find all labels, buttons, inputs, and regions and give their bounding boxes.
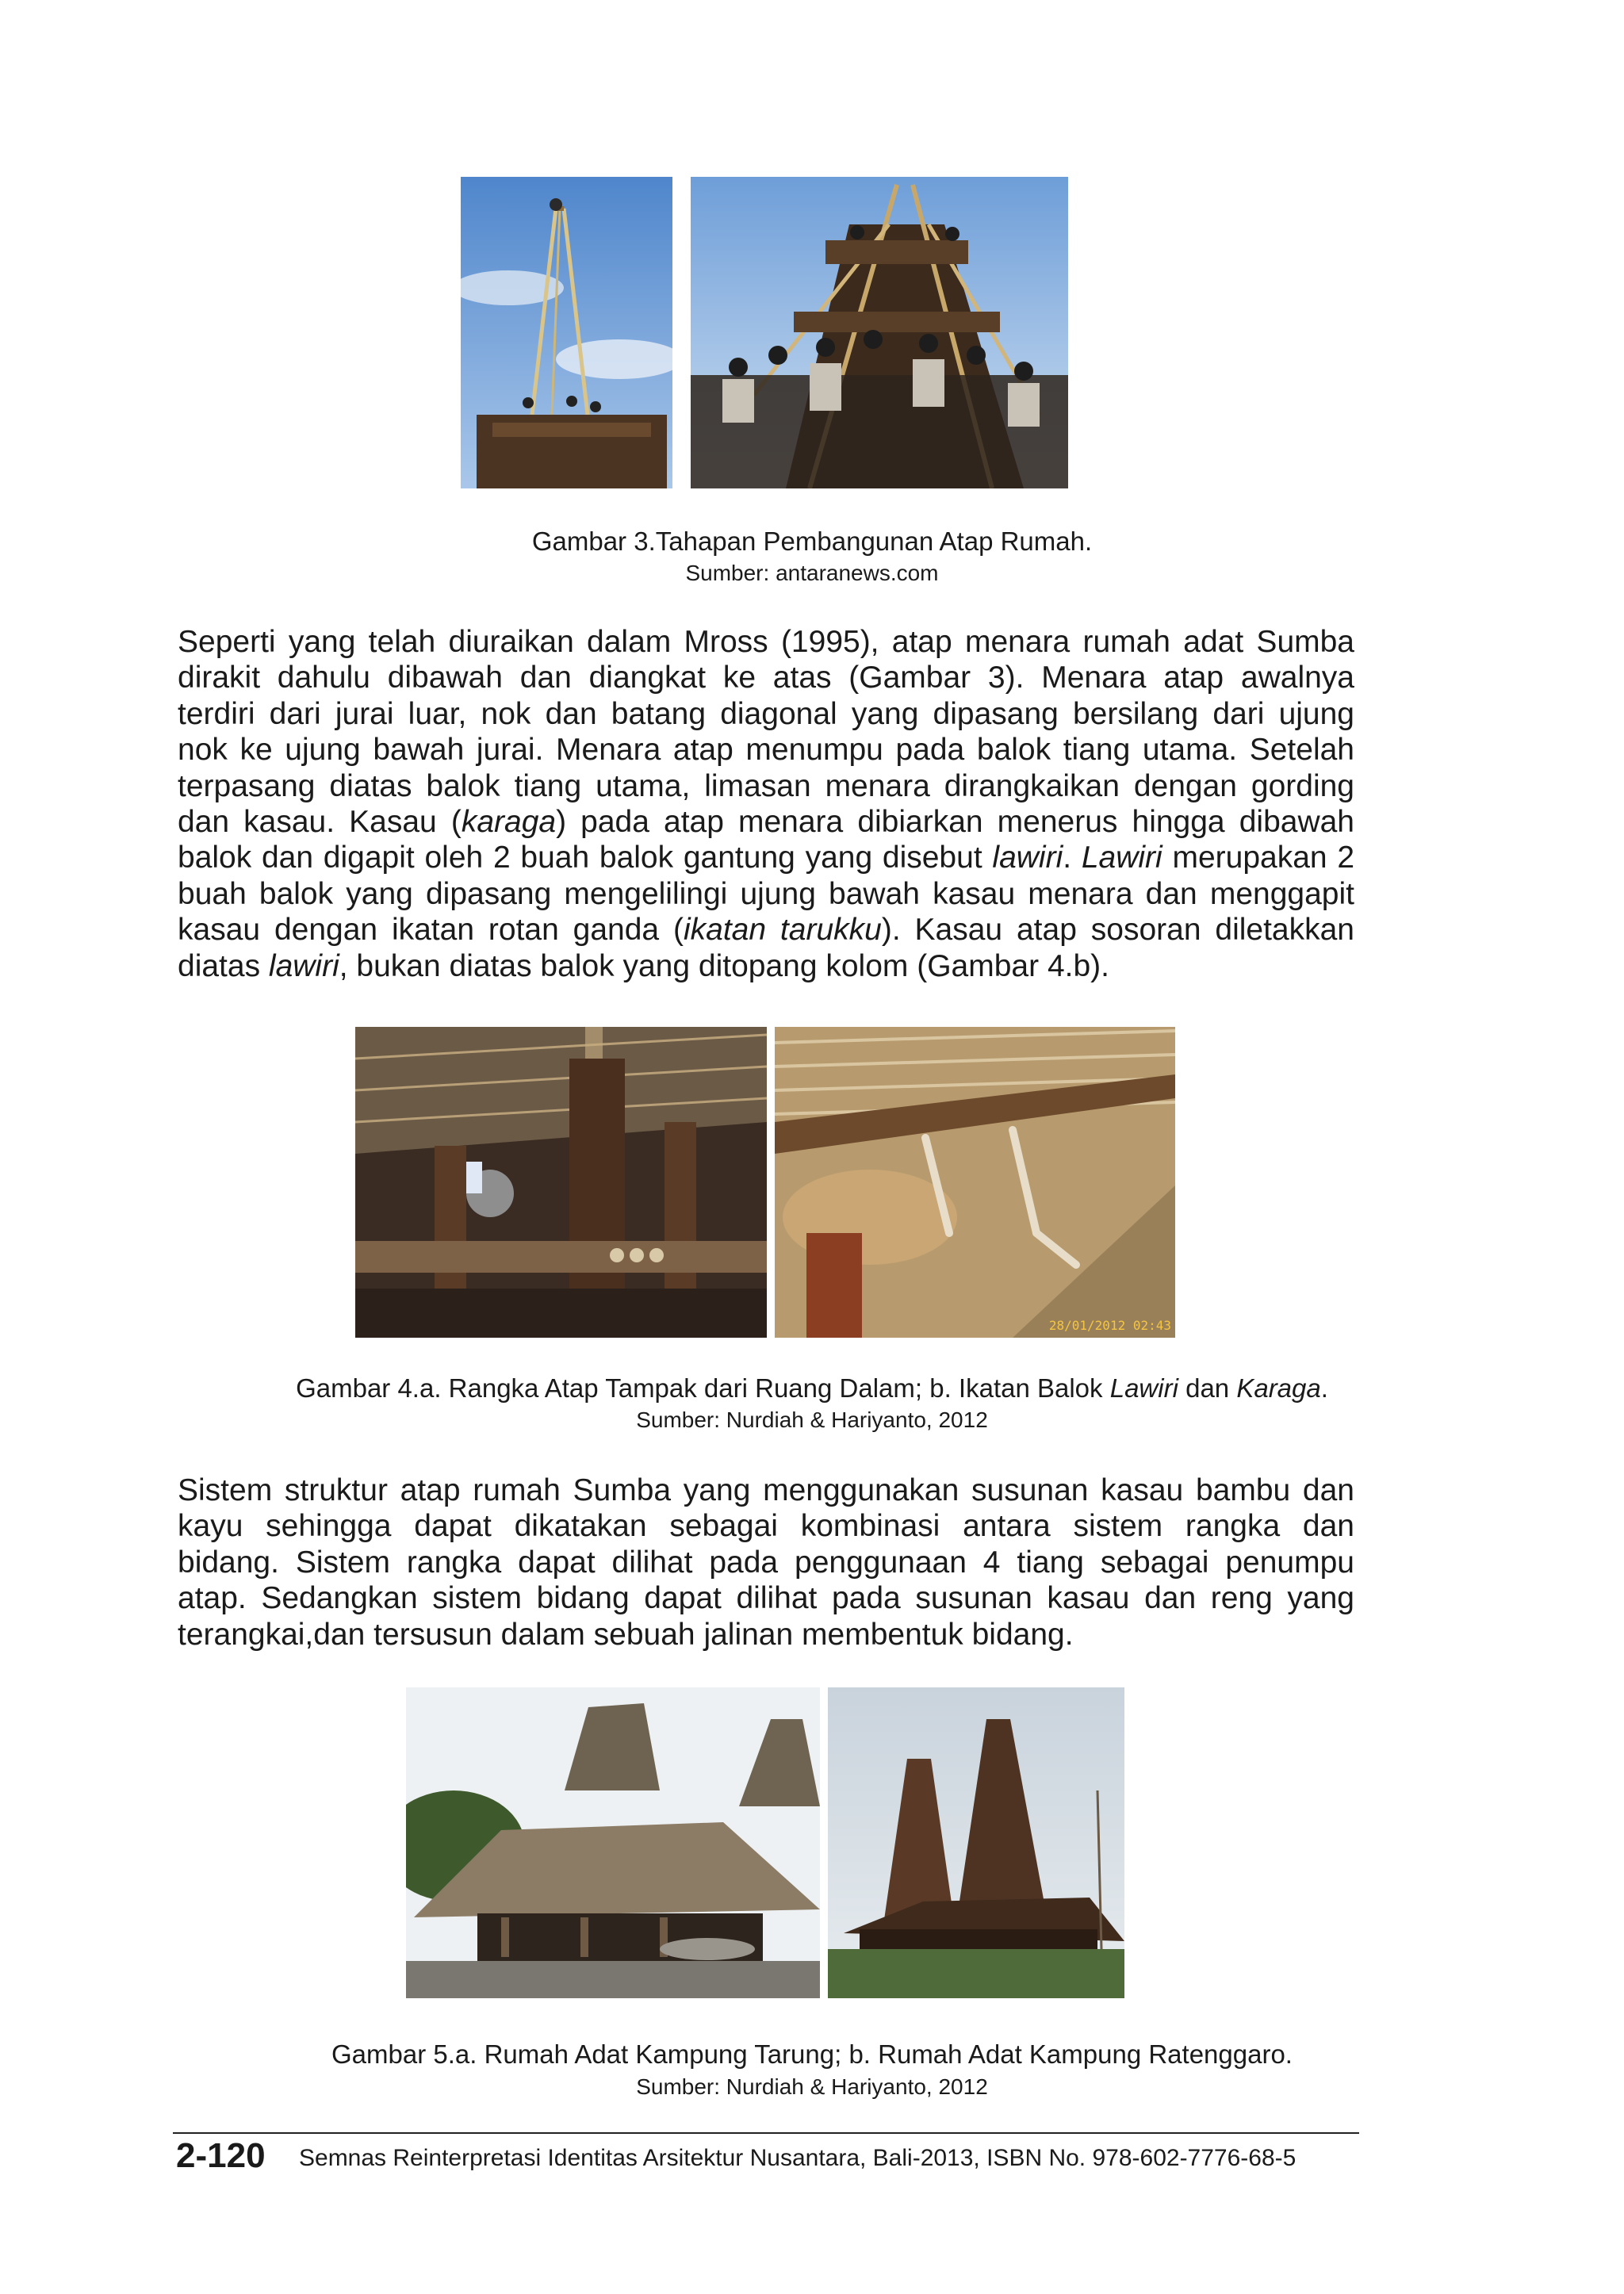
text-run: terdiri dari jurai luar, nok dan batang diagonal yang dipasang bersilang dari ujung [178, 696, 1354, 731]
paragraph-roof-assembly [178, 624, 1354, 984]
paragraph-line [178, 804, 1354, 840]
paragraph-line [178, 876, 1354, 912]
figure3-photo-a [461, 177, 672, 488]
text-run: ). Kasau atap sosoran diletakkan [881, 913, 1354, 948]
figure4-caption-lawiri: Lawiri [1109, 1373, 1178, 1403]
text-run: Seperti yang telah diuraikan dalam Mross (1995), atap menara rumah adat Sumba [178, 625, 1354, 659]
figure3-source: Sumber: antaranews.com [685, 561, 939, 585]
paragraph-line [178, 660, 1354, 695]
figure5-photo-a [406, 1687, 820, 1998]
text-run: buah balok yang dipasang mengelilingi ujung bawah kasau menara dan menggapit [178, 876, 1354, 911]
footer-conference-info: Semnas Reinterpretasi Identitas Arsitektur Nusantara, Bali-2013, ISBN No. 978-602-7776-68-5 [299, 2145, 1297, 2171]
figure4-source: Sumber: Nurdiah & Hariyanto, 2012 [636, 1407, 988, 1432]
paragraph-line [178, 624, 1354, 660]
figure4-photo-b [775, 1027, 1175, 1338]
paragraph-line [178, 732, 1354, 768]
paragraph-structure-system [178, 1473, 1354, 1653]
paragraph-line [178, 840, 1354, 875]
figure4-caption [0, 1373, 1624, 1404]
text-run: balok dan digapit oleh 2 buah balok gantung yang disebut [178, 841, 993, 875]
figure5-photo-b [828, 1687, 1124, 1998]
italic-term: karaga [461, 805, 557, 840]
italic-term: lawiri [268, 948, 339, 983]
text-run: atap. Sedangkan sistem bidang dapat dilihat pada susunan kasau dan reng yang [178, 1581, 1354, 1616]
text-run: terangkai,dan tersusun dalam sebuah jalinan membentuk bidang. [178, 1617, 1074, 1652]
text-run: . [1063, 841, 1082, 875]
text-run: Sistem struktur atap rumah Sumba yang menggunakan susunan kasau bambu dan [178, 1473, 1354, 1507]
text-run: merupakan 2 [1162, 841, 1355, 875]
paragraph-line [178, 1617, 1354, 1653]
text-run: nok ke ujung bawah jurai. Menara atap menumpu pada balok tiang utama. Setelah [178, 733, 1354, 768]
text-run: dan kasau. Kasau ( [178, 805, 462, 840]
figure4-caption-and: dan [1178, 1373, 1237, 1403]
text-run: kasau dengan ikatan rotan ganda ( [178, 913, 684, 948]
figure4-caption-main: Gambar 4.a. Rangka Atap Tampak dari Ruang Dalam; b. Ikatan Balok [296, 1373, 1110, 1403]
italic-term: lawiri [992, 841, 1063, 875]
paragraph-line [178, 1545, 1354, 1580]
figure4-caption-period: . [1320, 1373, 1328, 1403]
italic-term: ikatan tarukku [683, 913, 882, 948]
text-run: diatas [178, 948, 269, 983]
text-run: , bukan diatas balok yang ditopang kolom (Gambar 4.b). [339, 948, 1109, 983]
text-run: bidang. Sistem rangka dapat dilihat pada penggunaan 4 tiang sebagai penumpu [178, 1545, 1354, 1580]
figure5-caption: Gambar 5.a. Rumah Adat Kampung Tarung; b. Rumah Adat Kampung Ratenggaro. [331, 2039, 1293, 2069]
paragraph-line [178, 1508, 1354, 1544]
figure3-photo-b [691, 177, 1068, 488]
paragraph-line [178, 912, 1354, 948]
figure5-source: Sumber: Nurdiah & Hariyanto, 2012 [636, 2074, 988, 2099]
paragraph-line [178, 948, 1354, 984]
footer-rule [173, 2132, 1359, 2134]
paragraph-line [178, 1580, 1354, 1616]
figure4-caption-karaga: Karaga [1236, 1373, 1321, 1403]
paragraph-line [178, 696, 1354, 732]
page-number: 2-120 [176, 2136, 266, 2175]
text-run: terpasang diatas balok tiang utama, limasan menara dirangkaikan dengan gording [178, 768, 1354, 803]
text-run: kayu sehingga dapat dikatakan sebagai kombinasi antara sistem rangka dan [178, 1509, 1354, 1544]
figure3-caption: Gambar 3.Tahapan Pembangunan Atap Rumah. [531, 527, 1093, 556]
text-run: dirakit dahulu dibawah dan diangkat ke atas (Gambar 3). Menara atap awalnya [178, 661, 1354, 695]
figure4-photo-a [355, 1027, 767, 1338]
italic-term: Lawiri [1081, 841, 1162, 875]
text-run: ) pada atap menara dibiarkan menerus hingga dibawah [556, 805, 1354, 840]
paragraph-line [178, 768, 1354, 804]
photo-datestamp: 28/01/2012 02:43 [1048, 1318, 1171, 1333]
paragraph-line [178, 1473, 1354, 1508]
